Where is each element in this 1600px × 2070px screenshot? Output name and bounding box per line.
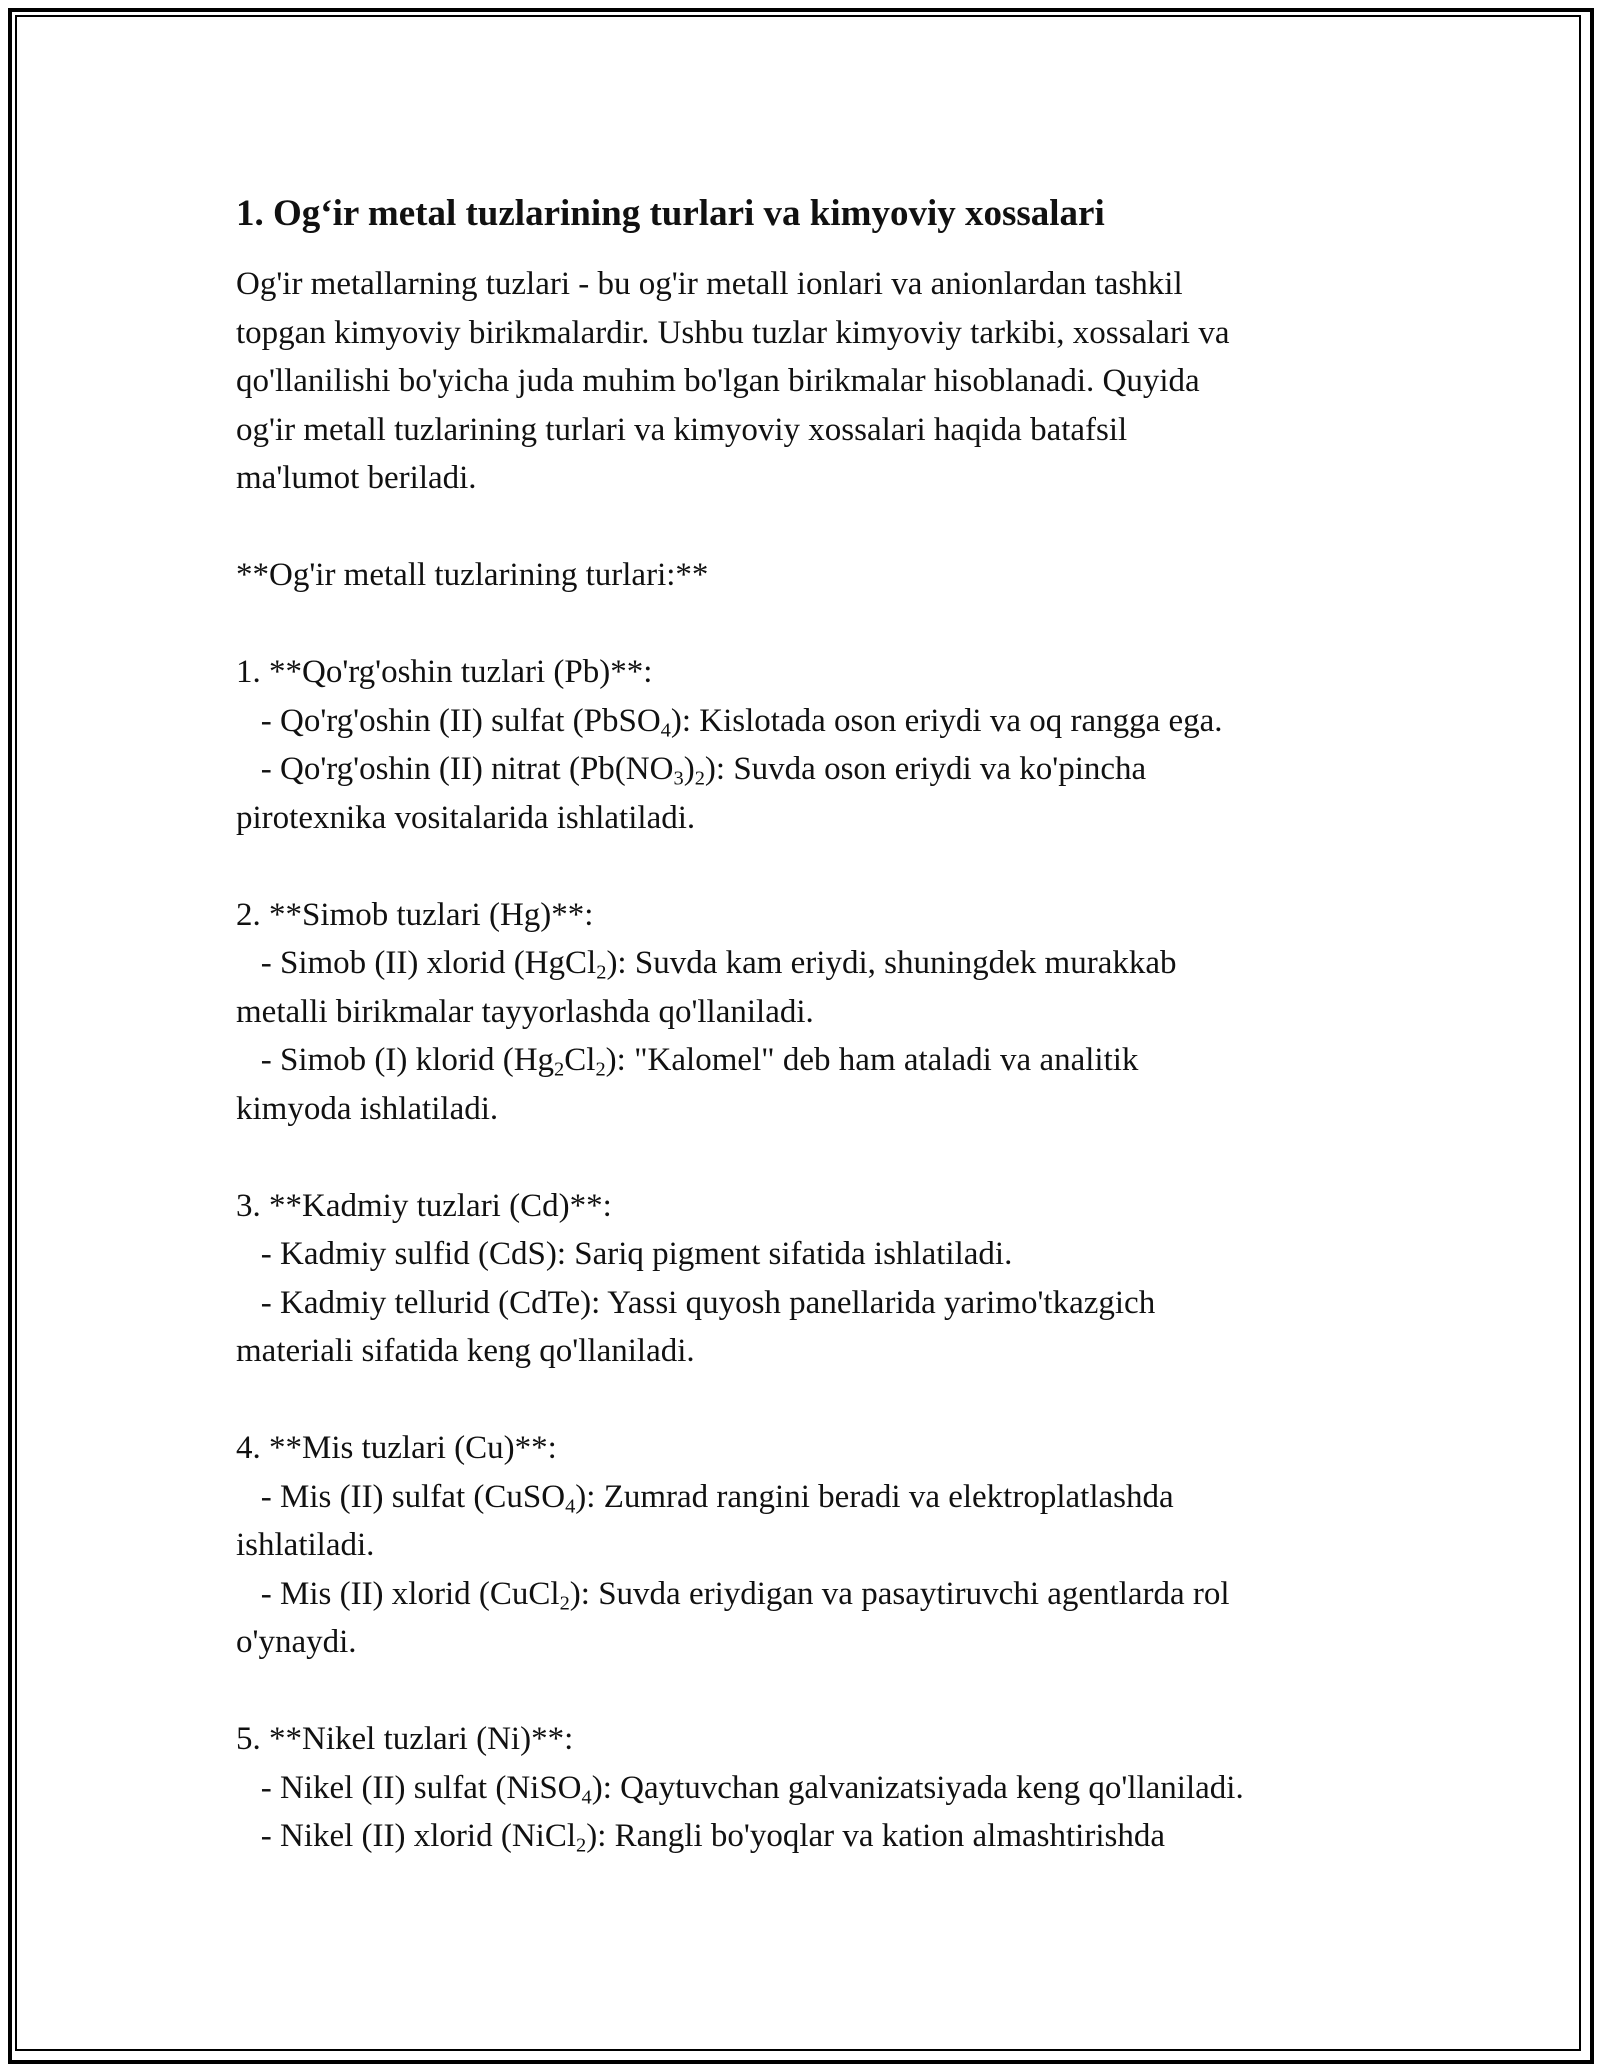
formula-subscript: 2 bbox=[596, 961, 607, 984]
section-title: 5. **Nikel tuzlari (Ni)**: bbox=[236, 1721, 574, 1757]
salt-item bbox=[236, 1764, 1376, 1813]
item-text-pre: - Mis (II) xlorid (CuCl bbox=[236, 1575, 560, 1612]
salt-item bbox=[236, 697, 1376, 746]
formula-subscript: 4 bbox=[660, 719, 671, 742]
item-text-post: ): Qaytuvchan galvanizatsiyada keng qo'llaniladi. bbox=[591, 1769, 1244, 1806]
salt-item-continuation: metalli birikmalar tayyorlashda qo'llaniladi. bbox=[236, 993, 814, 1030]
salt-item bbox=[236, 745, 1376, 794]
salt-section bbox=[236, 1715, 1376, 1861]
item-text-post: ): Suvda eriydigan va pasaytiruvchi agentlarda rol bbox=[569, 1575, 1230, 1612]
document-content bbox=[236, 188, 1376, 1861]
item-text-pre: - Qo'rg'oshin (II) nitrat (Pb(NO bbox=[236, 751, 674, 787]
salt-item-continuation: materiali sifatida keng qo'llaniladi. bbox=[236, 1333, 695, 1369]
item-text-pre: - Nikel (II) xlorid (NiCl bbox=[236, 1818, 577, 1854]
section-title: 4. **Mis tuzlari (Cu)**: bbox=[236, 1430, 557, 1466]
intro-line: qo'llanilishi bo'yicha juda muhim bo'lgan birikmalar hisoblanadi. Quyida bbox=[236, 363, 1200, 399]
formula-subscript: 2 bbox=[554, 1058, 565, 1081]
salt-sections bbox=[236, 648, 1376, 1861]
item-text-post: ): Suvda kam eriydi, shuningdek murakkab bbox=[606, 945, 1177, 981]
salt-item bbox=[236, 1036, 1376, 1085]
intro-line: ma'lumot beriladi. bbox=[236, 460, 477, 496]
section-title: 1. **Qo'rg'oshin tuzlari (Pb)**: bbox=[236, 654, 653, 690]
types-heading: **Og'ir metall tuzlarining turlari:** bbox=[236, 557, 709, 593]
item-text-pre: - Nikel (II) sulfat (NiSO bbox=[236, 1769, 582, 1806]
document-body bbox=[236, 260, 1376, 1861]
blank-line bbox=[236, 1376, 1376, 1425]
salt-section bbox=[236, 648, 1376, 842]
salt-item bbox=[236, 1230, 1376, 1279]
salt-section bbox=[236, 1424, 1376, 1667]
formula-subscript: 3 bbox=[673, 767, 684, 790]
intro-line: og'ir metall tuzlarining turlari va kimyoviy xossalari haqida batafsil bbox=[236, 411, 1128, 448]
blank-line bbox=[236, 503, 1376, 552]
salt-item bbox=[236, 939, 1376, 988]
item-text-pre: - Kadmiy tellurid (CdTe): Yassi quyosh panellarida yarimo'tkazgich bbox=[236, 1284, 1156, 1321]
item-text-pre: - Mis (II) sulfat (CuSO bbox=[236, 1478, 566, 1515]
formula-subscript: 2 bbox=[595, 1058, 606, 1081]
formula-middle: ) bbox=[683, 751, 695, 787]
salt-item bbox=[236, 1570, 1376, 1619]
item-text-post: ): Rangli bo'yoqlar va kation almashtirishda bbox=[586, 1818, 1165, 1854]
formula-subscript: 4 bbox=[565, 1495, 576, 1518]
section-title: 3. **Kadmiy tuzlari (Cd)**: bbox=[236, 1187, 612, 1224]
formula-subscript: 2 bbox=[694, 767, 705, 790]
section-title: 2. **Simob tuzlari (Hg)**: bbox=[236, 896, 594, 933]
formula-subscript: 2 bbox=[559, 1592, 570, 1615]
item-text-post: ): Kislotada oson eriydi va oq rangga ega. bbox=[670, 702, 1223, 739]
item-text-pre: - Qo'rg'oshin (II) sulfat (PbSO bbox=[236, 702, 661, 739]
salt-item-continuation: o'ynaydi. bbox=[236, 1624, 357, 1660]
formula-subscript: 4 bbox=[581, 1786, 592, 1809]
item-text-post: ): "Kalomel" deb ham ataladi va analitik bbox=[605, 1042, 1139, 1078]
item-text-pre: - Simob (II) xlorid (HgCl bbox=[236, 945, 597, 981]
blank-line bbox=[236, 842, 1376, 891]
formula-middle: Cl bbox=[564, 1042, 596, 1078]
salt-item bbox=[236, 1473, 1376, 1522]
blank-line bbox=[236, 600, 1376, 649]
item-text-pre: - Kadmiy sulfid (CdS): Sariq pigment sifatida ishlatiladi. bbox=[236, 1236, 1013, 1272]
item-text-post: ): Zumrad rangini beradi va elektroplatlashda bbox=[575, 1478, 1174, 1515]
item-text-pre: - Simob (I) klorid (Hg bbox=[236, 1042, 555, 1078]
intro-paragraph bbox=[236, 260, 1376, 503]
salt-item bbox=[236, 1279, 1376, 1328]
blank-line bbox=[236, 1133, 1376, 1182]
salt-item-continuation: ishlatiladi. bbox=[236, 1527, 375, 1563]
formula-subscript: 2 bbox=[576, 1834, 587, 1857]
salt-item-continuation: kimyoda ishlatiladi. bbox=[236, 1090, 499, 1127]
blank-line bbox=[236, 1667, 1376, 1716]
salt-item bbox=[236, 1812, 1376, 1861]
salt-item-continuation: pirotexnika vositalarida ishlatiladi. bbox=[236, 799, 696, 836]
page-title: 1. Og‘ir metal tuzlarining turlari va kimyoviy xossalari bbox=[236, 193, 1105, 234]
item-text-post: ): Suvda oson eriydi va ko'pincha bbox=[704, 751, 1147, 787]
salt-section bbox=[236, 891, 1376, 1134]
salt-section bbox=[236, 1182, 1376, 1376]
intro-line: Og'ir metallarning tuzlari - bu og'ir metall ionlari va anionlardan tashkil bbox=[236, 266, 1183, 302]
intro-line: topgan kimyoviy birikmalardir. Ushbu tuzlar kimyoviy tarkibi, xossalari va bbox=[236, 314, 1230, 351]
